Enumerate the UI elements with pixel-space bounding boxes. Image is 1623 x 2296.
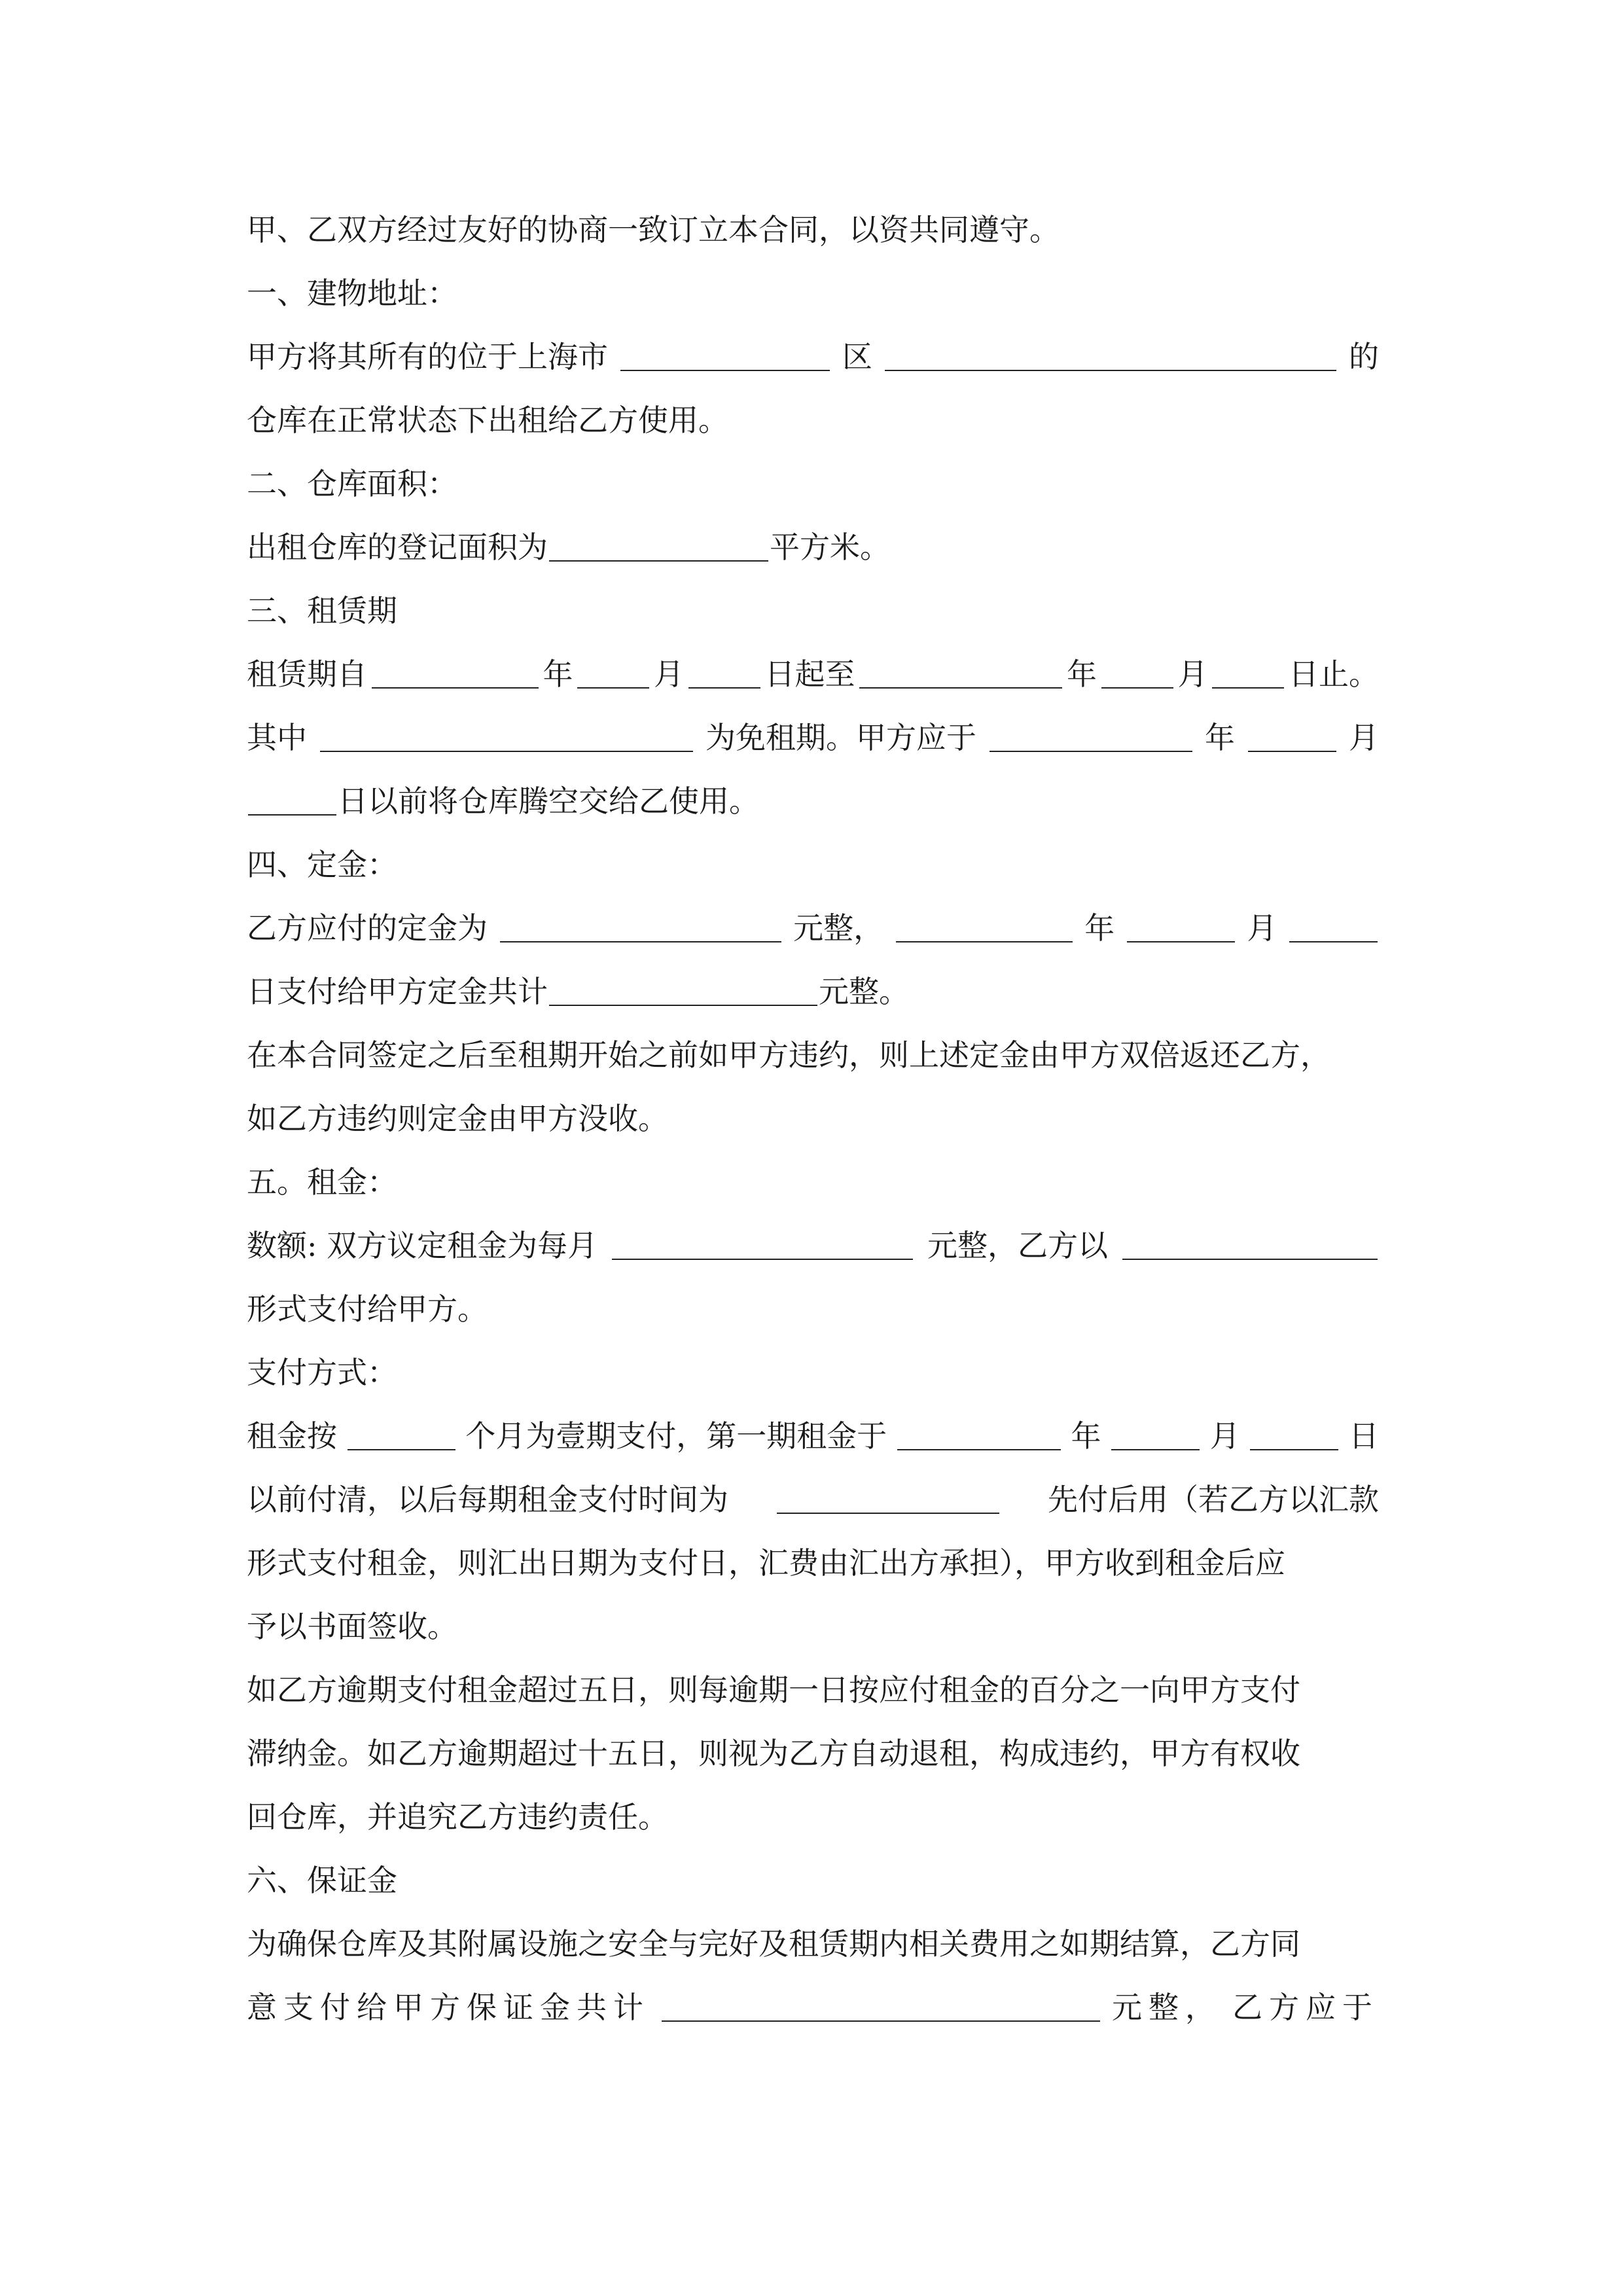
text-segment: 为免租期。甲方应于 — [705, 720, 976, 755]
text-segment: 出租仓库的登记面积为 — [247, 529, 548, 565]
text-segment: 形式支付租金，则汇出日期为支付日，汇费由汇出方承担），甲方收到租金后应 — [247, 1545, 1285, 1581]
payment-line-4 — [247, 1597, 1379, 1656]
text-segment: 日止。 — [1289, 656, 1379, 692]
deposit-day-blank — [1289, 911, 1378, 942]
handover-year-blank — [990, 721, 1192, 752]
start-month-blank — [577, 657, 649, 689]
section-4-heading — [247, 835, 1379, 894]
section-4-line-1 — [247, 899, 1379, 958]
section-3-line-3 — [247, 772, 1379, 831]
deposit-month-blank — [1127, 911, 1235, 942]
payment-method-heading — [247, 1343, 1379, 1402]
text-segment: 月 — [1209, 1418, 1240, 1454]
text-segment: 形式支付给甲方。 — [247, 1291, 488, 1327]
handover-day-blank — [248, 784, 336, 816]
start-day-blank — [688, 657, 760, 689]
text-segment: 租金按 — [247, 1418, 337, 1454]
section-4-line-2 — [247, 962, 1379, 1021]
text-segment: 租赁期自 — [247, 656, 367, 692]
section-6-heading — [247, 1851, 1379, 1910]
end-year-blank — [859, 657, 1062, 689]
text-segment: 年 — [1067, 656, 1097, 692]
heading-text: 二、仓库面积： — [247, 466, 457, 501]
late-payment-line-1 — [247, 1660, 1379, 1719]
section-2-line-1 — [247, 518, 1379, 577]
section-1-heading — [247, 264, 1379, 323]
text-segment: 回仓库，并追究乙方违约责任。 — [247, 1799, 668, 1835]
rent-free-period-blank — [320, 721, 693, 752]
text-segment: 平方米。 — [770, 529, 890, 565]
area-blank — [549, 530, 768, 562]
text-segment: 年 — [1205, 720, 1235, 755]
deposit-year-blank — [896, 911, 1073, 942]
heading-text: 六、保证金 — [247, 1863, 397, 1898]
heading-text: 四、定金： — [247, 847, 397, 882]
section-3-line-2 — [247, 708, 1379, 767]
deposit-total-blank — [549, 975, 817, 1006]
first-payment-month-blank — [1111, 1419, 1200, 1450]
text-segment: 日 — [1349, 1418, 1379, 1454]
intro-text: 甲、乙双方经过友好的协商一致订立本合同，以资共同遵守。 — [247, 212, 1060, 247]
text-segment: 元整，乙方以 — [927, 1228, 1109, 1263]
deposit-amount-blank — [500, 911, 781, 942]
late-payment-line-3 — [247, 1787, 1379, 1846]
text-segment: 仓库在正常状态下出租给乙方使用。 — [247, 403, 728, 438]
section-3-line-1 — [247, 645, 1379, 704]
text-segment: 以前付清，以后每期租金支付时间为 — [247, 1482, 728, 1517]
text-segment: 滞纳金。如乙方逾期超过十五日，则视为乙方自动退租，构成违约，甲方有权收 — [247, 1736, 1300, 1771]
section-6-line-2 — [247, 1978, 1379, 2037]
first-payment-year-blank — [897, 1419, 1061, 1450]
section-5-line-2 — [247, 1280, 1379, 1338]
text-segment: 元整， — [793, 910, 884, 946]
district-blank — [620, 340, 830, 371]
payment-form-blank — [1122, 1229, 1378, 1260]
section-4-line-3 — [247, 1026, 1379, 1085]
text-segment: 月 — [654, 656, 684, 692]
payment-line-3 — [247, 1534, 1379, 1592]
text-segment: 甲方将其所有的位于上海市 — [247, 339, 608, 374]
text-segment: 乙方应于 — [1232, 1990, 1379, 2025]
text-segment: 元整， — [1112, 1990, 1222, 2025]
text-segment: 年 — [543, 656, 573, 692]
text-segment: 予以书面签收。 — [247, 1609, 457, 1644]
heading-text: 五。租金： — [247, 1164, 397, 1200]
monthly-rent-blank — [612, 1229, 913, 1260]
text-segment: 的 — [1349, 339, 1379, 374]
section-1-line-1 — [247, 327, 1379, 386]
end-day-blank — [1212, 657, 1284, 689]
payment-schedule-blank — [777, 1482, 999, 1514]
text-segment: 日起至 — [764, 656, 855, 692]
text-segment: 乙方应付的定金为 — [247, 910, 488, 946]
text-segment: 为确保仓库及其附属设施之安全与完好及租赁期内相关费用之如期结算，乙方同 — [247, 1926, 1300, 1962]
payment-line-2 — [247, 1470, 1379, 1529]
section-4-line-4 — [247, 1089, 1379, 1148]
section-3-heading — [247, 581, 1379, 640]
text-segment: 年 — [1084, 910, 1115, 946]
text-segment: 如乙方逾期支付租金超过五日，则每逾期一日按应付租金的百分之一向甲方支付 — [247, 1672, 1300, 1708]
heading-text: 一、建物地址： — [247, 276, 457, 311]
text-segment: 元整。 — [819, 974, 909, 1009]
section-5-line-1 — [247, 1216, 1379, 1275]
payment-line-1 — [247, 1407, 1379, 1465]
handover-month-blank — [1248, 721, 1336, 752]
text-segment: 数额: 双方议定租金为每月 — [247, 1228, 598, 1263]
text-segment: 在本合同签定之后至租期开始之前如甲方违约，则上述定金由甲方双倍返还乙方， — [247, 1037, 1330, 1073]
text-segment: 其中 — [247, 720, 307, 755]
text-segment: 个月为壹期支付，第一期租金于 — [465, 1418, 887, 1454]
heading-text: 支付方式： — [247, 1355, 397, 1390]
text-segment: 月 — [1349, 720, 1379, 755]
text-segment: 如乙方违约则定金由甲方没收。 — [247, 1101, 668, 1136]
heading-text: 三、租赁期 — [247, 593, 397, 628]
section-5-heading — [247, 1153, 1379, 1211]
text-segment: 月 — [1247, 910, 1277, 946]
text-segment: 日以前将仓库腾空交给乙使用。 — [338, 783, 759, 819]
late-payment-line-2 — [247, 1724, 1379, 1783]
street-address-blank — [885, 340, 1336, 371]
section-2-heading — [247, 454, 1379, 513]
text-segment: 日支付给甲方定金共计 — [247, 974, 548, 1009]
security-deposit-blank — [662, 1990, 1100, 2022]
text-segment: 先付后用（若乙方以汇款 — [1048, 1482, 1379, 1517]
period-months-blank — [348, 1419, 455, 1450]
start-year-blank — [372, 657, 539, 689]
text-segment: 意支付给甲方保证金共计 — [247, 1990, 650, 2025]
text-segment: 区 — [842, 339, 872, 374]
section-1-line-2 — [247, 391, 1379, 450]
intro-line — [247, 200, 1379, 259]
text-segment: 年 — [1071, 1418, 1101, 1454]
section-6-line-1 — [247, 1914, 1379, 1973]
text-segment: 月 — [1177, 656, 1208, 692]
first-payment-day-blank — [1250, 1419, 1338, 1450]
end-month-blank — [1101, 657, 1173, 689]
